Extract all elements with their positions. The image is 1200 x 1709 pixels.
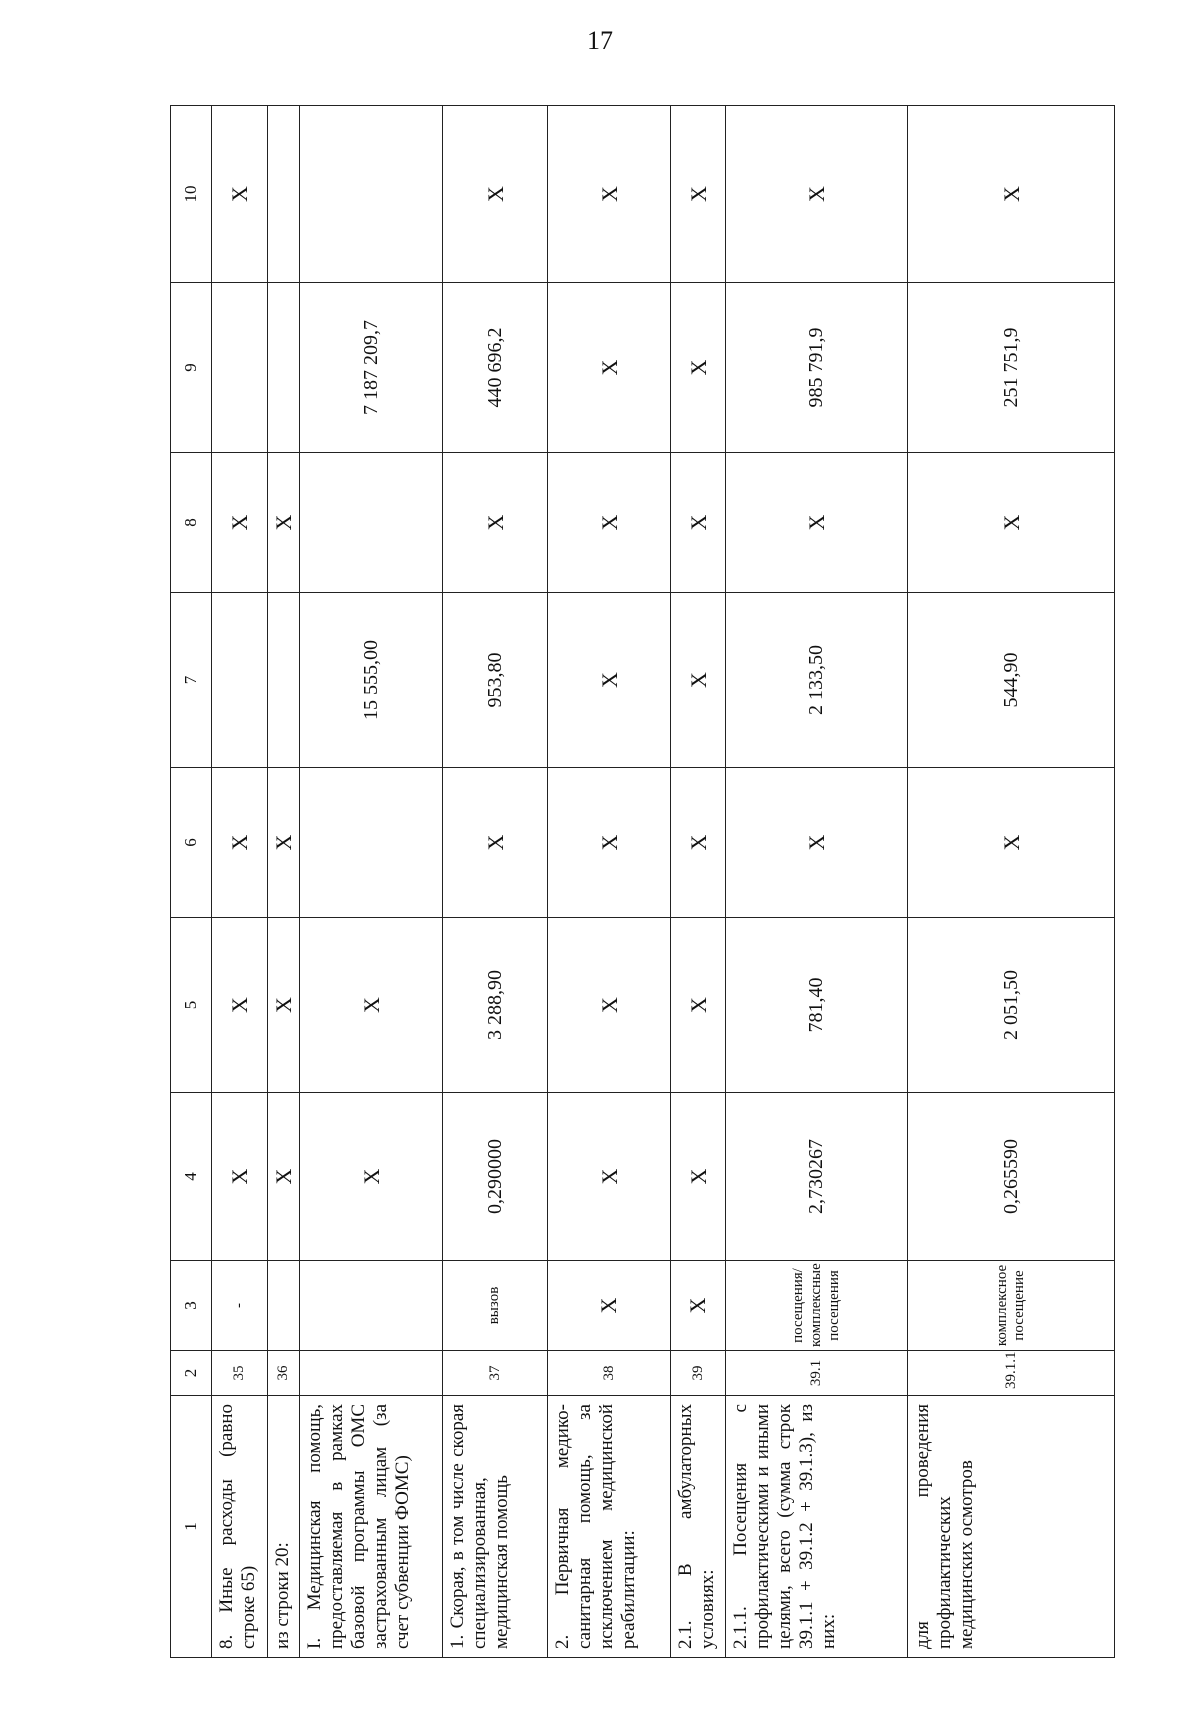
cell-col7 [212,593,268,768]
column-number: 6 [171,768,212,918]
cell-col6: X [212,768,268,918]
cell-col4: X [268,1093,300,1261]
column-number: 1 [171,1396,212,1658]
row-code: 35 [212,1351,268,1396]
table-row [908,106,1115,1658]
cell-col10 [268,106,300,283]
cell-col7: 2 133,50 [726,593,908,768]
table-row [548,106,671,1658]
cell-col10: X [671,106,726,283]
row-code: 36 [268,1351,300,1396]
row-code [300,1351,443,1396]
cell-col5: X [300,918,443,1093]
row-unit: X [671,1261,726,1351]
row-description: 2.1. В амбулаторных условиях: [671,1396,726,1658]
cell-col5: X [212,918,268,1093]
rotated-table-wrapper [170,106,1107,1658]
cell-col7: 544,90 [908,593,1115,768]
cell-col4: 0,290000 [443,1093,548,1261]
column-number: 9 [171,283,212,453]
cell-col10: X [548,106,671,283]
table-row [268,106,300,1658]
row-code: 37 [443,1351,548,1396]
column-number: 8 [171,453,212,593]
cell-col9: X [671,283,726,453]
cell-col10: X [726,106,908,283]
cell-col8 [300,453,443,593]
table-row [300,106,443,1658]
row-description: I. Медицинская помощь, предоставляемая в рамках базовой программы ОМС застрахованным лицам (за счет субвенции ФОМС) [300,1396,443,1658]
cell-col8: X [908,453,1115,593]
cell-col4: X [300,1093,443,1261]
cell-col10: X [908,106,1115,283]
cell-col5: 3 288,90 [443,918,548,1093]
cell-col4: X [212,1093,268,1261]
row-unit: комплексное посещение [908,1261,1115,1351]
cell-col9: 440 696,2 [443,283,548,453]
cell-col6: X [671,768,726,918]
cell-col9: 251 751,9 [908,283,1115,453]
cell-col8: X [268,453,300,593]
row-unit: посещения/комплексные посещения [726,1261,908,1351]
column-number: 10 [171,106,212,283]
cell-col6: X [548,768,671,918]
column-number: 4 [171,1093,212,1261]
row-description: 8. Иные расходы (равно строке 65) [212,1396,268,1658]
table-row [212,106,268,1658]
cell-col8: X [671,453,726,593]
row-unit: X [548,1261,671,1351]
cell-col4: 0,265590 [908,1093,1115,1261]
table-row [443,106,548,1658]
row-code: 39.1.1 [908,1351,1115,1396]
cell-col7: X [548,593,671,768]
page-number: 17 [587,26,613,55]
cell-col5: 2 051,50 [908,918,1115,1093]
row-description: 2.1.1. Посещения с профилактическими и иными целями, всего (сумма строк 39.1.1 + 39.1.2 + 39.1.3), из них: [726,1396,908,1658]
cell-col4: 2,730267 [726,1093,908,1261]
row-code: 39.1 [726,1351,908,1396]
cell-col9: 985 791,9 [726,283,908,453]
row-unit [268,1261,300,1351]
row-description: из строки 20: [268,1396,300,1658]
column-number: 3 [171,1261,212,1351]
cell-col9 [212,283,268,453]
cell-col4: X [671,1093,726,1261]
row-unit: вызов [443,1261,548,1351]
cell-col6: X [726,768,908,918]
cell-col10: X [443,106,548,283]
cell-col7 [268,593,300,768]
cell-col7: 15 555,00 [300,593,443,768]
cell-col5: 781,40 [726,918,908,1093]
row-description: 1. Скорая, в том числе скорая специализированная, медицинская помощь [443,1396,548,1658]
table-header-row [171,106,212,1658]
cell-col9: 7 187 209,7 [300,283,443,453]
cell-col6: X [908,768,1115,918]
row-description: для проведения профилактических медицинских осмотров [908,1396,1115,1658]
cell-col6: X [268,768,300,918]
cell-col6 [300,768,443,918]
cell-col8: X [726,453,908,593]
cell-col5: X [548,918,671,1093]
row-unit: - [212,1261,268,1351]
cell-col10: X [212,106,268,283]
cell-col8: X [212,453,268,593]
row-code: 39 [671,1351,726,1396]
cell-col5: X [268,918,300,1093]
cell-col9 [268,283,300,453]
cell-col7: X [671,593,726,768]
cell-col5: X [671,918,726,1093]
row-description: 2. Первичная медико-санитарная помощь, за исключением медицинской реабилитации: [548,1396,671,1658]
cell-col6: X [443,768,548,918]
column-number: 2 [171,1351,212,1396]
table-row [726,106,908,1658]
column-number: 7 [171,593,212,768]
row-unit [300,1261,443,1351]
cell-col8: X [548,453,671,593]
cell-col8: X [443,453,548,593]
row-code: 38 [548,1351,671,1396]
cell-col9: X [548,283,671,453]
cell-col7: 953,80 [443,593,548,768]
column-number: 5 [171,918,212,1093]
budget-table [170,105,1115,1658]
table-row [671,106,726,1658]
cell-col4: X [548,1093,671,1261]
cell-col10 [300,106,443,283]
